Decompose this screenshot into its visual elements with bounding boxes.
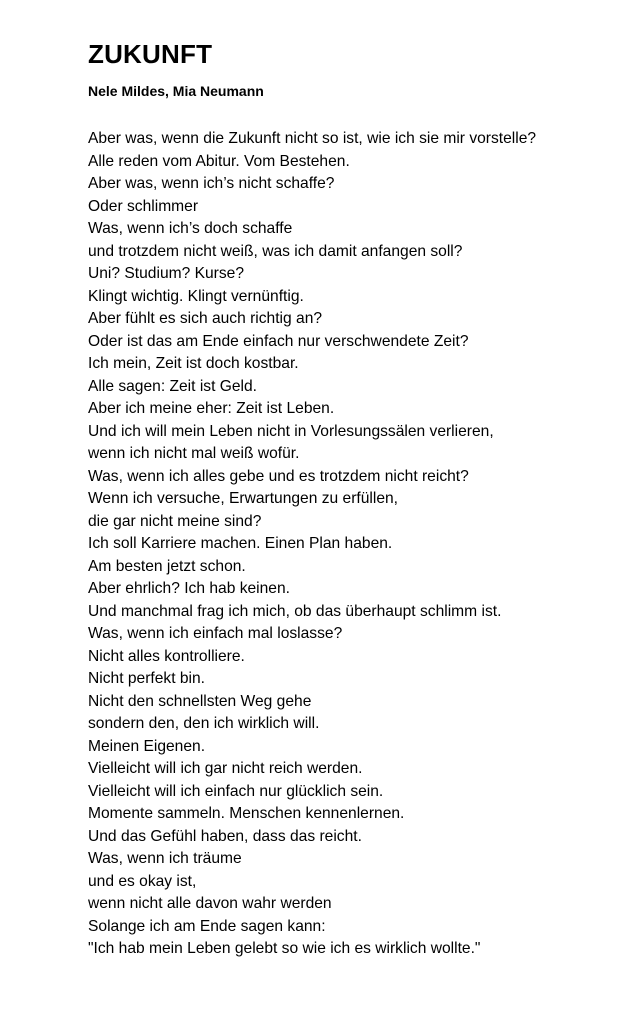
poem-line: Klingt wichtig. Klingt vernünftig.	[88, 287, 304, 305]
poem-body	[88, 128, 608, 961]
poem-line: Meinen Eigenen.	[88, 737, 206, 755]
poem-line: Was, wenn ich’s doch schaffe	[88, 220, 293, 237]
poem-line: Und das Gefühl haben, dass das reicht.	[88, 827, 362, 845]
poem-line: Nicht den schnellsten Weg gehe	[88, 692, 312, 710]
poem-line: wenn ich nicht mal weiß wofür.	[88, 445, 300, 462]
poem-line: Uni? Studium? Kurse?	[88, 265, 245, 282]
poem-line: Aber ehrlich? Ich hab keinen.	[88, 580, 290, 597]
poem-authors: Nele Mildes, Mia Neumann	[88, 83, 264, 99]
poem-line: Nicht alles kontrolliere.	[88, 647, 245, 665]
poem-line: "Ich hab mein Leben gelebt so wie ich es wirklich wollte."	[88, 940, 481, 957]
poem-line: die gar nicht meine sind?	[88, 512, 262, 530]
poem-line: Alle reden vom Abitur. Vom Bestehen.	[88, 152, 350, 170]
poem-line: Was, wenn ich alles gebe und es trotzdem nicht reicht?	[88, 467, 469, 485]
poem-line: Aber was, wenn die Zukunft nicht so ist, wie ich sie mir vorstelle?	[88, 130, 537, 147]
poem-line: Ich mein, Zeit ist doch kostbar.	[88, 355, 299, 372]
poem-line: und es okay ist,	[88, 872, 197, 890]
poem-line: Was, wenn ich einfach mal loslasse?	[88, 625, 343, 642]
poem-line: Nicht perfekt bin.	[88, 670, 206, 687]
poem-line: Am besten jetzt schon.	[88, 557, 246, 575]
document-page	[88, 40, 608, 961]
poem-title: ZUKUNFT	[88, 39, 213, 69]
poem-line: sondern den, den ich wirklich will.	[88, 715, 320, 732]
poem-line: Oder ist das am Ende einfach nur verschwendete Zeit?	[88, 332, 469, 350]
poem-line: Ich soll Karriere machen. Einen Plan haben.	[88, 535, 393, 552]
poem-line: Aber was, wenn ich’s nicht schaffe?	[88, 175, 335, 192]
poem-line: Aber ich meine eher: Zeit ist Leben.	[88, 400, 335, 417]
poem-line: Aber fühlt es sich auch richtig an?	[88, 310, 323, 327]
poem-line: Und manchmal frag ich mich, ob das überhaupt schlimm ist.	[88, 602, 502, 620]
poem-line: Momente sammeln. Menschen kennenlernen.	[88, 805, 405, 822]
poem-line: wenn nicht alle davon wahr werden	[88, 895, 332, 912]
poem-line: Wenn ich versuche, Erwartungen zu erfüllen,	[88, 490, 399, 507]
poem-line: Was, wenn ich träume	[88, 850, 242, 867]
poem-line: Alle sagen: Zeit ist Geld.	[88, 377, 258, 395]
poem-line: Oder schlimmer	[88, 197, 199, 215]
poem-line: Und ich will mein Leben nicht in Vorlesungssälen verlieren,	[88, 422, 494, 440]
poem-line: Solange ich am Ende sagen kann:	[88, 917, 326, 935]
poem-line: Vielleicht will ich einfach nur glücklich sein.	[88, 782, 384, 800]
poem-line: und trotzdem nicht weiß, was ich damit anfangen soll?	[88, 242, 463, 260]
poem-line: Vielleicht will ich gar nicht reich werden.	[88, 760, 363, 777]
